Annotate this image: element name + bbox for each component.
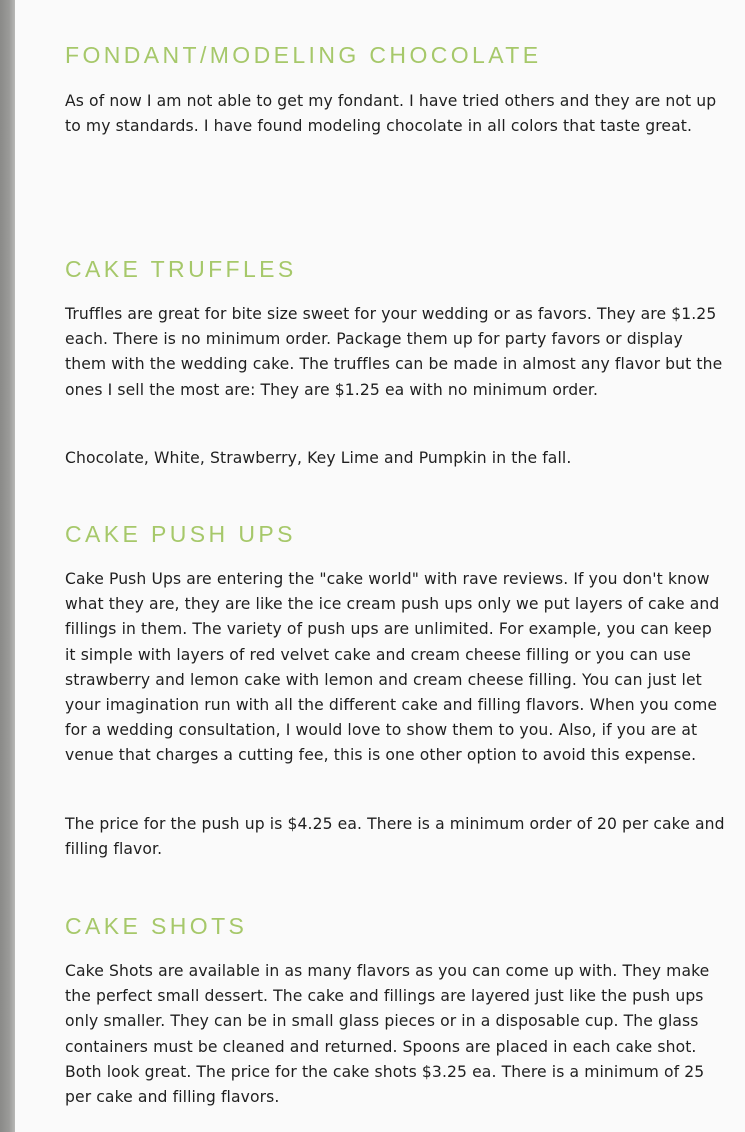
section-heading-cake-shots: CAKE SHOTS [65,913,248,939]
section-heading-fondant: FONDANT/MODELING CHOCOLATE [65,42,542,68]
section-paragraph-push-up-price: The price for the push up is $4.25 ea. There is a minimum order of 20 per cake and filling flavor. [65,815,725,859]
section-paragraph-cake-shots: Cake Shots are available in as many flavors as you can come up with. They make the perfect small dessert. The cake and fillings are layered just like the push ups only smaller. They can be in small glass pieces or in a disposable cup. The glass containers must be cleaned and returned. Spoons are placed in each cake shot. Both look great. The price for the cake shots $3.25 ea. There is a minimum of 25 per cake and filling flavors. [65,962,710,1107]
section-heading-truffles: CAKE TRUFFLES [65,256,297,282]
section-paragraph-truffles: Truffles are great for bite size sweet for your wedding or as favors. They are $1.25 each. There is no minimum order. Package them up for party favors or display them with the wedding cake. The truffles can be made in almost any flavor but the ones I sell the most are: They are $1.25 ea with no minimum order. [65,305,723,399]
left-edge-bar [0,0,15,1132]
section-heading-push-ups: CAKE PUSH UPS [65,521,296,547]
section-paragraph-push-ups: Cake Push Ups are entering the "cake world" with rave reviews. If you don't know what they are, they are like the ice cream push ups only we put layers of cake and fillings in them. The variety of push ups are unlimited. For example, you can keep it simple with layers of red velvet cake and cream cheese filling or you can use strawberry and lemon cake with lemon and cream cheese filling. You can just let your imagination run with all the different cake and filling flavors. When you come for a wedding consultation, I would love to show them to you. Also, if you are at venue that charges a cutting fee, this is one other option to avoid this expense. [65,570,720,765]
section-paragraph-truffle-flavors: Chocolate, White, Strawberry, Key Lime and Pumpkin in the fall. [65,449,572,467]
section-paragraph-fondant: As of now I am not able to get my fondant. I have tried others and they are not up to my standards. I have found modeling chocolate in all colors that taste great. [65,92,717,136]
